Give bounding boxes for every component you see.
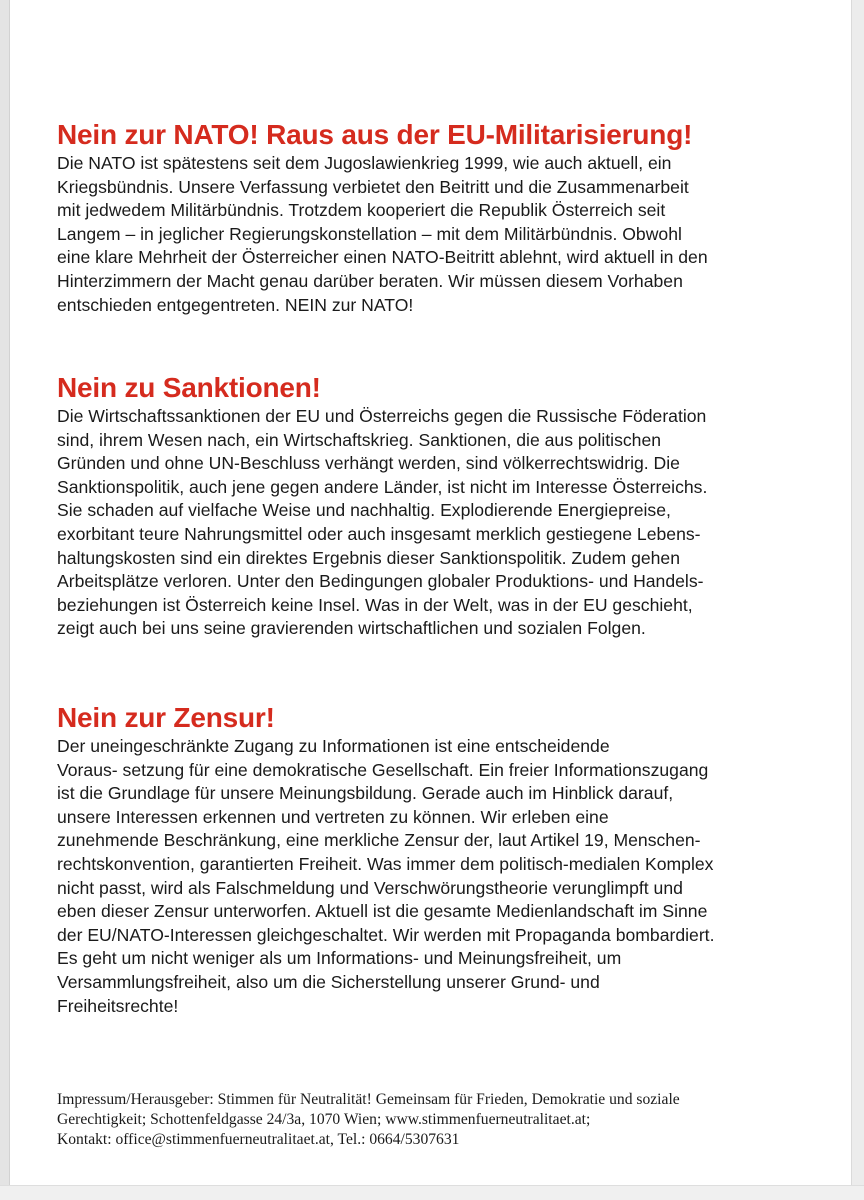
section-nato	[57, 118, 708, 317]
text-line: Der uneingeschränkte Zugang zu Informationen ist eine entscheidende	[57, 736, 610, 756]
text-line: Langem – in jeglicher Regierungskonstellation – mit dem Militärbündnis. Obwohl	[57, 223, 682, 244]
text-line: beziehungen ist Österreich keine Insel. Was in der Welt, was in der EU geschieht,	[57, 594, 693, 615]
text-line: sind, ihrem Wesen nach, ein Wirtschaftskrieg. Sanktionen, die aus politischen	[57, 429, 662, 450]
text-line: Kriegsbündnis. Unsere Verfassung verbietet den Beitritt und die Zusammenarbeit	[57, 176, 689, 197]
text-line: exorbitant teure Nahrungsmittel oder auch insgesamt merklich gestiegene Lebens-	[57, 523, 701, 544]
page-edge-right	[851, 0, 864, 1200]
text-line: eine klare Mehrheit der Österreicher einen NATO-Beitritt ablehnt, wird aktuell in den	[57, 247, 708, 268]
text-line: Die NATO ist spätestens seit dem Jugoslawienkrieg 1999, wie auch aktuell, ein	[57, 153, 672, 173]
text-line: der EU/NATO-Interessen gleichgeschaltet. Wir werden mit Propaganda bombardiert.	[57, 924, 715, 945]
text-line: haltungskosten sind ein direktes Ergebnis dieser Sanktionspolitik. Zudem gehen	[57, 547, 680, 568]
page-edge-left	[0, 0, 10, 1200]
text-line: mit jedwedem Militärbündnis. Trotzdem kooperiert die Republik Österreich seit	[57, 200, 666, 221]
text-line: zeigt auch bei uns seine gravierenden wirtschaftlichen und sozialen Folgen.	[57, 618, 646, 639]
text-line: rechtskonvention, garantierten Freiheit. Was immer dem politisch-medialen Komplex	[57, 853, 714, 874]
text-line: eben dieser Zensur unterworfen. Aktuell ist die gesamte Medienlandschaft im Sinne	[57, 901, 708, 922]
text-line: Sie schaden auf vielfache Weise und nachhaltig. Explodierende Energiepreise,	[57, 500, 671, 521]
text-line: nicht passt, wird als Falschmeldung und Verschwörungstheorie verunglimpft und	[57, 877, 683, 898]
text-line: Sanktionspolitik, auch jene gegen andere Länder, ist nicht im Interesse Österreichs.	[57, 476, 708, 497]
section-body	[57, 735, 714, 1018]
text-line: zunehmende Beschränkung, eine merkliche Zensur der, laut Artikel 19, Menschen-	[57, 830, 701, 851]
page-edge-bottom	[0, 1185, 864, 1200]
footer-line: Kontakt: office@stimmenfuerneutralitaet.at, Tel.: 0664/5307631	[57, 1131, 460, 1148]
section-body	[57, 152, 708, 317]
text-line: Arbeitsplätze verloren. Unter den Bedingungen globaler Produktions- und Handels-	[57, 571, 704, 592]
text-line: Freiheitsrechte!	[57, 995, 179, 1016]
text-line: Voraus- setzung für eine demokratische Gesellschaft. Ein freier Informationszugang	[57, 759, 709, 780]
section-heading: Nein zur NATO! Raus aus der EU-Militarisierung!	[57, 119, 693, 150]
section-sanktionen	[57, 371, 707, 641]
section-heading: Nein zur Zensur!	[57, 702, 275, 733]
text-line: Versammlungsfreiheit, also um die Sicherstellung unserer Grund- und	[57, 971, 600, 992]
text-line: Gründen und ohne UN-Beschluss verhängt werden, sind völkerrechtswidrig. Die	[57, 453, 680, 474]
section-body	[57, 405, 707, 641]
text-line: entschieden entgegentreten. NEIN zur NATO!	[57, 294, 414, 315]
text-line: Hinterzimmern der Macht genau darüber beraten. Wir müssen diesem Vorhaben	[57, 270, 683, 291]
text-line: ist die Grundlage für unsere Meinungsbildung. Gerade auch im Hinblick darauf,	[57, 783, 674, 804]
impressum-footer	[57, 1090, 817, 1150]
text-line: Es geht um nicht weniger als um Informations- und Meinungsfreiheit, um	[57, 948, 622, 969]
section-heading: Nein zu Sanktionen!	[57, 372, 321, 403]
footer-line: Impressum/Herausgeber: Stimmen für Neutralität! Gemeinsam für Frieden, Demokratie und soziale	[57, 1091, 680, 1108]
section-zensur	[57, 701, 714, 1018]
text-line: Die Wirtschaftssanktionen der EU und Österreichs gegen die Russische Föderation	[57, 406, 707, 426]
text-line: unsere Interessen erkennen und vertreten zu können. Wir erleben eine	[57, 806, 609, 827]
footer-line: Gerechtigkeit; Schottenfeldgasse 24/3a, 1070 Wien; www.stimmenfuerneutralitaet.at;	[57, 1111, 591, 1128]
